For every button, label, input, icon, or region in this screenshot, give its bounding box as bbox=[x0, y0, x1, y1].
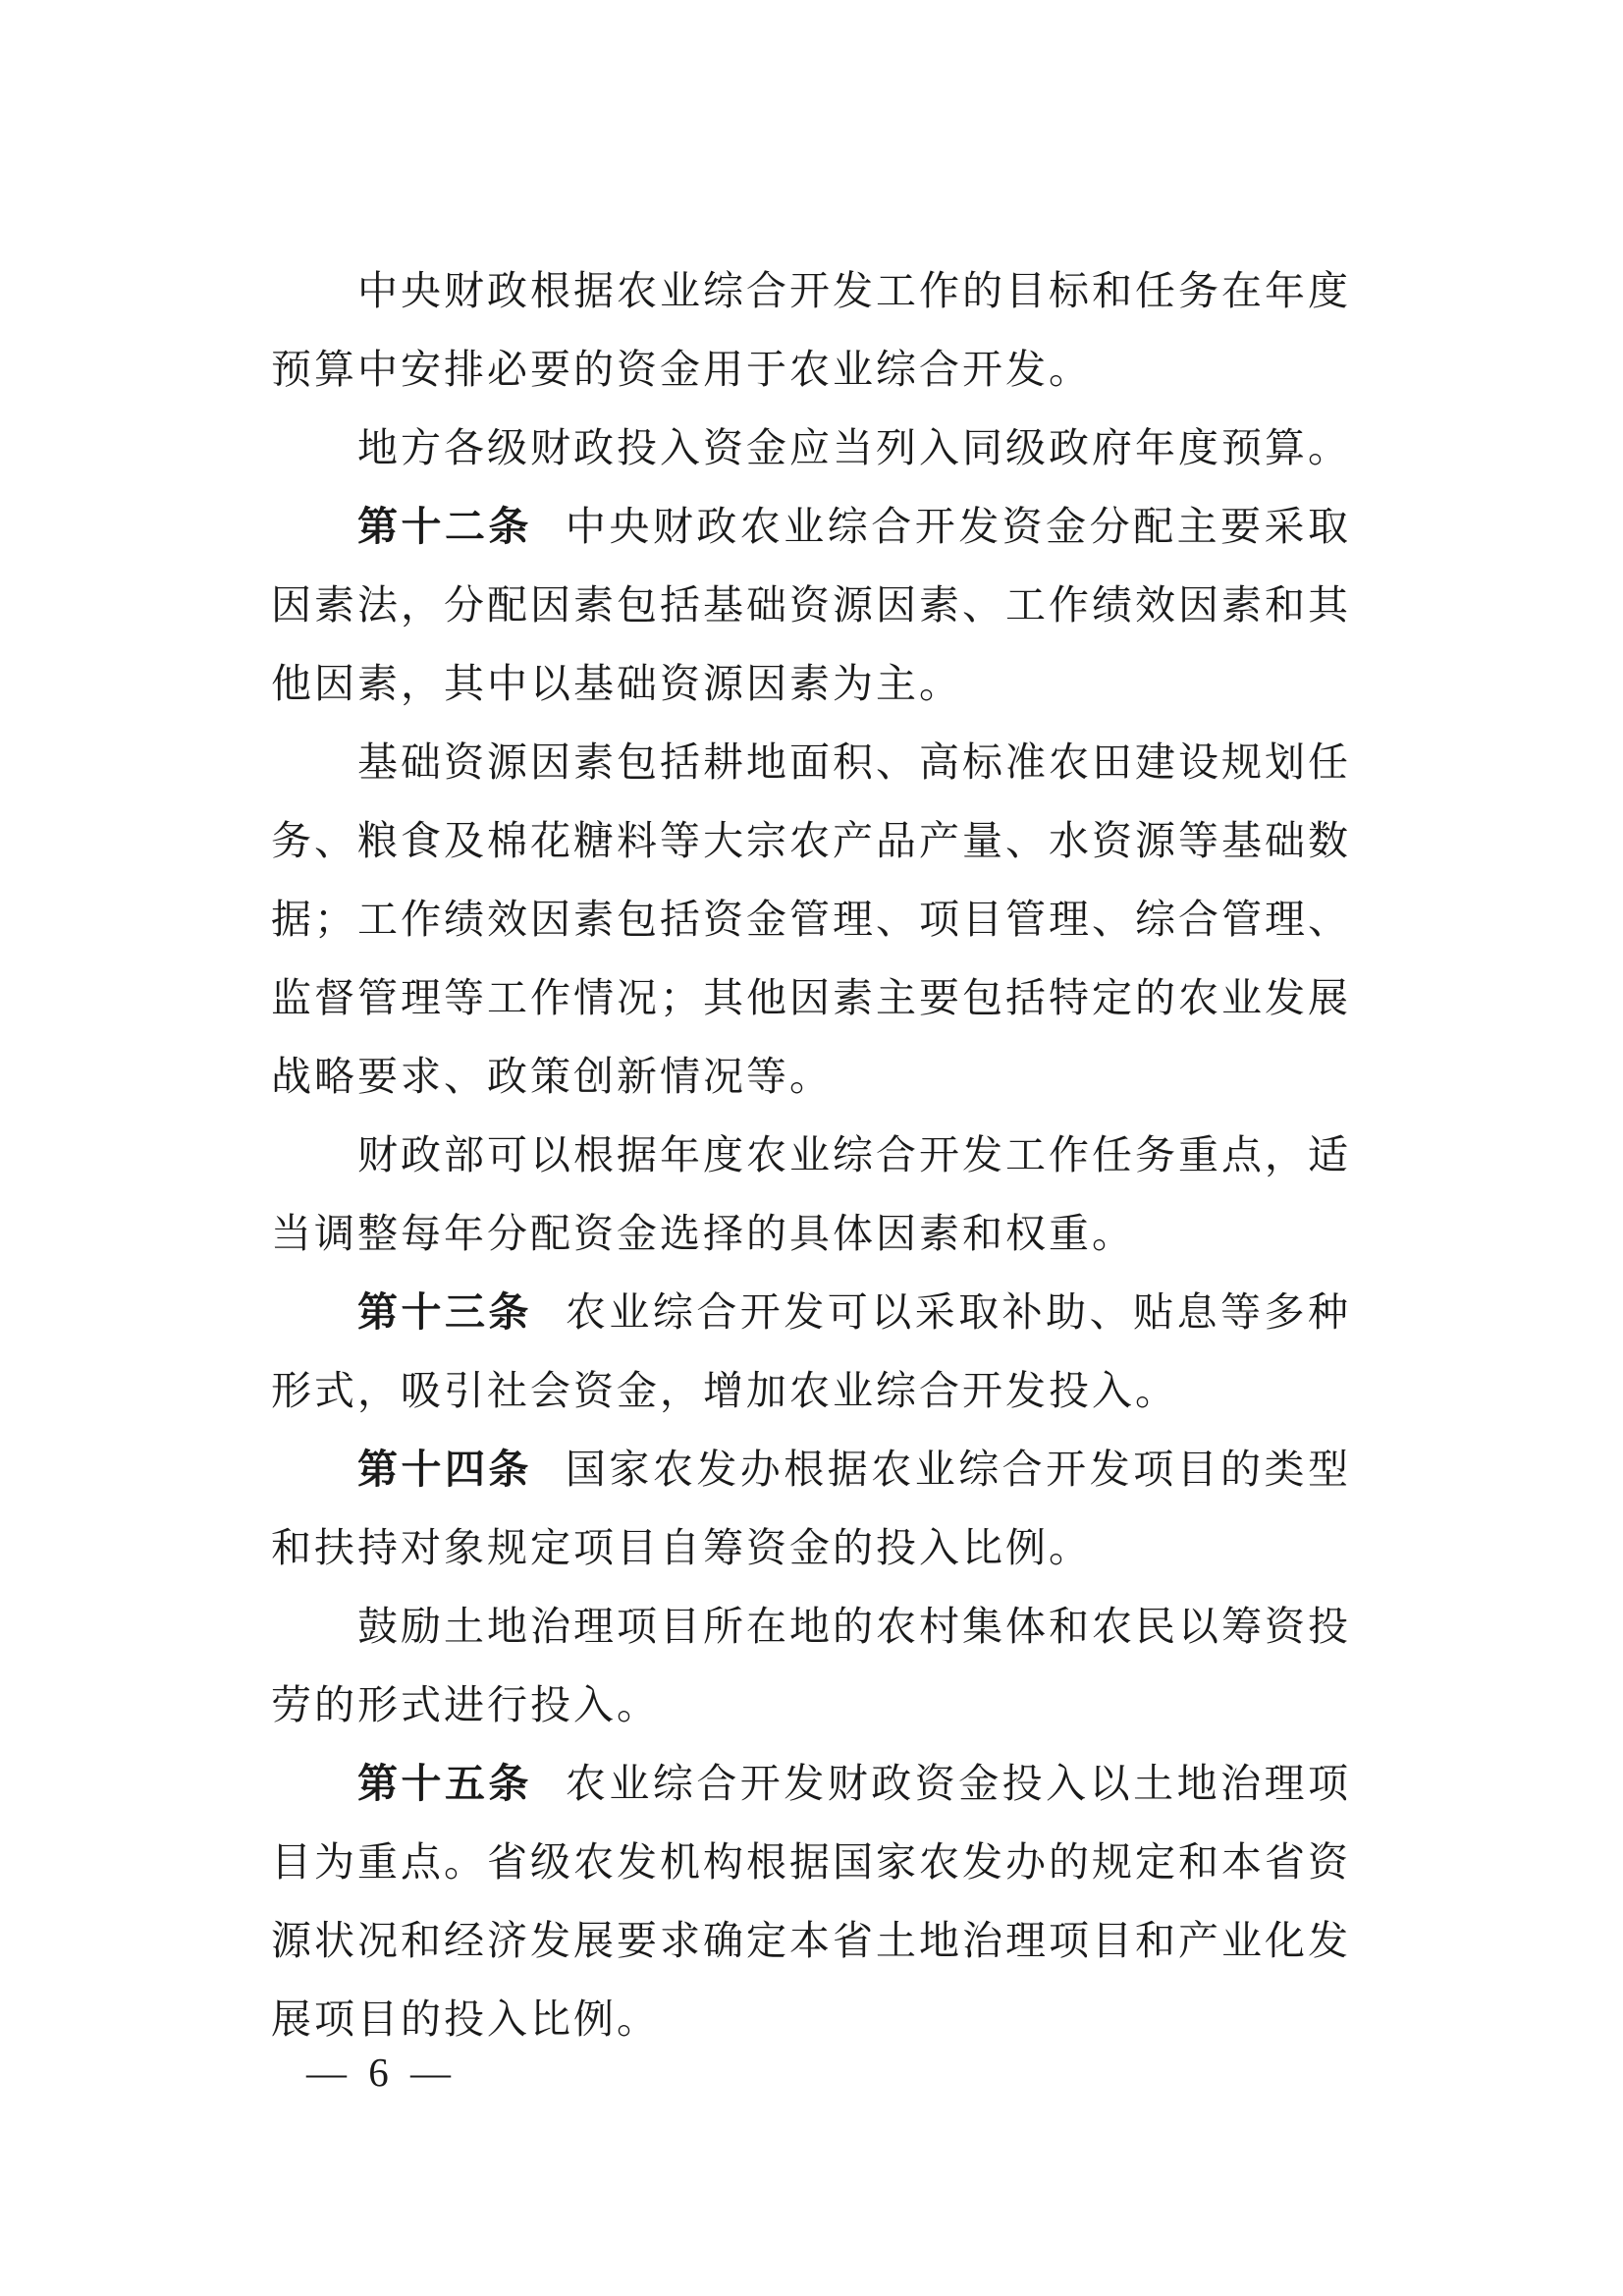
paragraph-1 bbox=[271, 251, 1351, 409]
paragraph-article-15 bbox=[271, 1744, 1351, 2058]
paragraph-text: 农业综合开发可以采取补助、贴息等多种形式，吸引社会资金，增加农业综合开发投入。 bbox=[271, 1288, 1351, 1414]
paragraph-text: 地方各级财政投入资金应当列入同级政府年度预算。 bbox=[357, 424, 1351, 471]
paragraph-5 bbox=[271, 1116, 1351, 1273]
article-heading: 第十三条 bbox=[357, 1288, 532, 1336]
paragraph-text: 财政部可以根据年度农业综合开发工作任务重点，适当调整每年分配资金选择的具体因素和权重。 bbox=[271, 1131, 1351, 1257]
paragraph-text: 中央财政根据农业综合开发工作的目标和任务在年度预算中安排必要的资金用于农业综合开发。 bbox=[271, 267, 1351, 393]
paragraph-2 bbox=[271, 409, 1351, 487]
paragraph-text: 鼓励土地治理项目所在地的农村集体和农民以筹资投劳的形式进行投入。 bbox=[271, 1603, 1351, 1728]
paragraph-article-12 bbox=[271, 487, 1351, 723]
article-heading: 第十五条 bbox=[357, 1760, 532, 1807]
paragraph-4 bbox=[271, 723, 1351, 1116]
document-body bbox=[271, 251, 1351, 2058]
paragraph-text: 国家农发办根据农业综合开发项目的类型和扶持对象规定项目自筹资金的投入比例。 bbox=[271, 1446, 1351, 1571]
article-heading: 第十四条 bbox=[357, 1446, 532, 1493]
paragraph-8 bbox=[271, 1587, 1351, 1744]
paragraph-text: 中央财政农业综合开发资金分配主要采取因素法，分配因素包括基础资源因素、工作绩效因素和其他因素，其中以基础资源因素为主。 bbox=[271, 503, 1351, 707]
paragraph-text: 基础资源因素包括耕地面积、高标准农田建设规划任务、粮食及棉花糖料等大宗农产品产量、水资源等基础数据；工作绩效因素包括资金管理、项目管理、综合管理、监督管理等工作情况；其他因素主要包括特定的农业发展战略要求、政策创新情况等。 bbox=[271, 738, 1351, 1100]
paragraph-text: 农业综合开发财政资金投入以土地治理项目为重点。省级农发机构根据国家农发办的规定和本省资源状况和经济发展要求确定本省土地治理项目和产业化发展项目的投入比例。 bbox=[271, 1760, 1351, 2043]
paragraph-article-14 bbox=[271, 1430, 1351, 1587]
page-number: — 6 — bbox=[306, 2050, 457, 2095]
paragraph-article-13 bbox=[271, 1273, 1351, 1430]
article-heading: 第十二条 bbox=[357, 503, 532, 550]
